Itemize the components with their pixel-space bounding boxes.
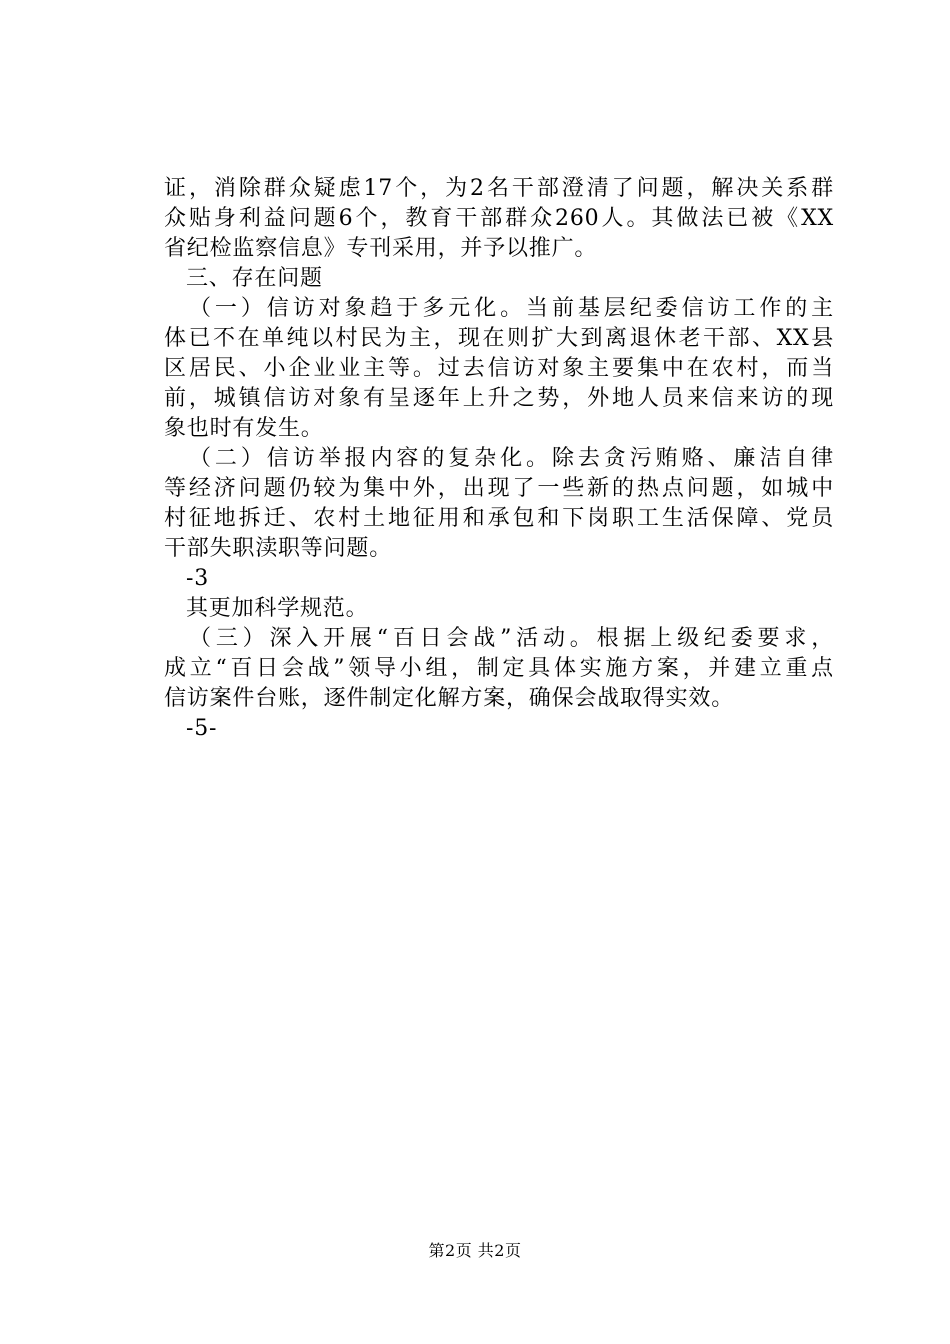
body-line-7: 区居民、小企业业主等。过去信访对象主要集中在农村，而当 xyxy=(164,356,834,381)
document-body xyxy=(164,174,834,744)
body-line-8: 前，城镇信访对象有呈逐年上升之势，外地人员来信来访的现 xyxy=(164,386,834,411)
page-footer: 第2页 共2页 xyxy=(428,1241,522,1260)
body-line-3: 省纪检监察信息》专刊采用，并予以推广。 xyxy=(164,236,598,261)
body-line-18: 信访案件台账，逐件制定化解方案，确保会战取得实效。 xyxy=(164,686,735,711)
body-line-6: 体已不在单纯以村民为主，现在则扩大到离退休老干部、XX县 xyxy=(164,326,834,351)
body-line-1: 证，消除群众疑虑17个，为2名干部澄清了问题，解决关系群 xyxy=(164,176,834,201)
body-line-17: 成立“百日会战”领导小组，制定具体实施方案，并建立重点 xyxy=(164,656,834,681)
body-line-12: 村征地拆迁、农村土地征用和承包和下岗职工生活保障、党员 xyxy=(164,506,834,531)
page-marker-5: -5- xyxy=(186,716,218,741)
page-marker-3: -3 xyxy=(186,566,210,591)
body-line-13: 干部失职渎职等问题。 xyxy=(164,536,393,561)
body-line-9: 象也时有发生。 xyxy=(164,416,324,441)
section-heading-problems: 三、存在问题 xyxy=(186,266,323,291)
body-line-15: 其更加科学规范。 xyxy=(186,596,369,621)
body-line-5: （一）信访对象趋于多元化。当前基层纪委信访工作的主 xyxy=(189,296,834,321)
body-line-16: （三）深入开展“百日会战”活动。根据上级纪委要求， xyxy=(189,626,834,651)
body-line-10: （二）信访举报内容的复杂化。除去贪污贿赂、廉洁自律 xyxy=(189,446,834,471)
body-line-2: 众贴身利益问题6个，教育干部群众260人。其做法已被《XX xyxy=(164,206,834,231)
body-line-11: 等经济问题仍较为集中外，出现了一些新的热点问题，如城中 xyxy=(164,476,834,501)
